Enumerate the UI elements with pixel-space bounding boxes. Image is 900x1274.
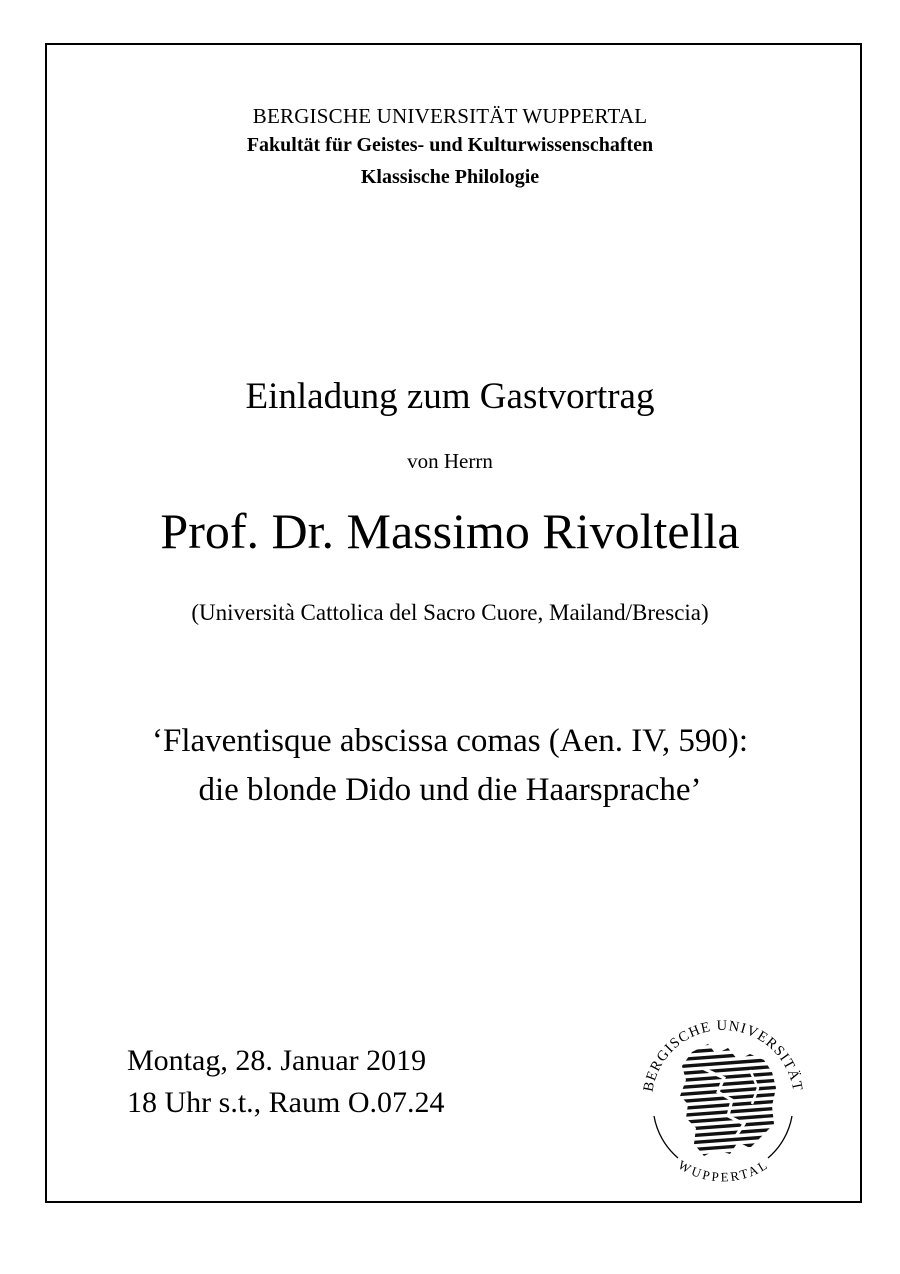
speaker-affiliation: (Università Cattolica del Sacro Cuore, Mailand/Brescia)	[191, 600, 709, 625]
invitation-heading: Einladung zum Gastvortrag	[245, 376, 655, 417]
event-time-room: 18 Uhr s.t., Raum O.07.24	[127, 1086, 445, 1119]
seal-top-text: BERGISCHE UNIVERSITÄT	[640, 1017, 806, 1094]
seal-bottom-text: WUPPERTAL	[675, 1156, 771, 1185]
lecture-title-line-1: ‘Flaventisque abscissa comas (Aen. IV, 590):	[151, 723, 748, 759]
lecture-title-line-2: die blonde Dido und die Haarsprache’	[198, 772, 702, 808]
salutation: von Herrn	[407, 449, 493, 473]
lion-seal-icon	[632, 1008, 814, 1190]
department-name: Klassische Philologie	[360, 166, 540, 188]
speaker-name: Prof. Dr. Massimo Rivoltella	[160, 503, 740, 559]
university-name: BERGISCHE UNIVERSITÄT WUPPERTAL	[252, 104, 648, 128]
faculty-name: Fakultät für Geistes- und Kulturwissenschaften	[246, 134, 654, 156]
event-date: Montag, 28. Januar 2019	[127, 1044, 427, 1077]
svg-text:WUPPERTAL	[676, 1157, 771, 1185]
